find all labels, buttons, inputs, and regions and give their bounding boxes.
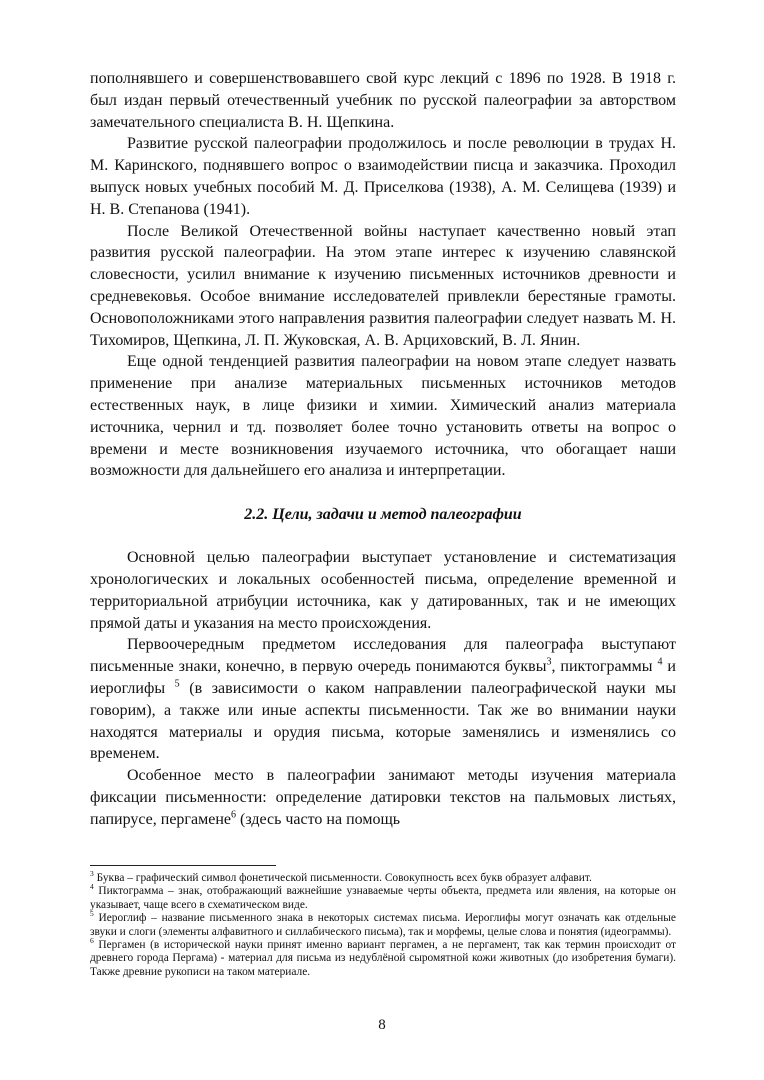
paragraph-7-text-b: (здесь часто на помощь [235, 810, 401, 828]
footnote-5 [90, 909, 676, 939]
footnote-number: 4 [90, 882, 94, 892]
paragraph-6-text-b: , пиктограммы [551, 658, 658, 676]
footnote-6 [90, 936, 676, 979]
paragraph-4: Еще одной тенденцией развития палеографии на новом этапе следует назвать применение при анализе материальных письменных источников методов естественных наук, в лице физики и химии. Химический анализ материала источника, чернил и тд. позволяет более точно установить ответы на вопрос о времени и месте возникновения изучаемого источника, что обогащает наши возможности для дальнейшего его анализа и интерпретации. [90, 353, 676, 480]
paragraph-3: После Великой Отечественной войны наступает качественно новый этап развития русской палеографии. На этом этапе интерес к изучению славянской словесности, усилил внимание к изучению письменных источников древности и средневековья. Особое внимание исследователей привлекли берестяные грамоты. Основоположниками этого направления развития палеографии следует назвать М. Н. Тихомиров, Щепкина, Л. П. Жуковская, А. В. Арциховский, В. Л. Янин. [90, 222, 676, 349]
footnote-text: Буква – графический символ фонетической письменности. Совокупность всех букв образует алфавит. [96, 872, 592, 884]
paragraph-7-text-a: Особенное место в палеографии занимают методы изучения материала фиксации письменности: определение датировки текстов на пальмовых листьях, папирусе, пергамене [90, 767, 676, 828]
paragraph-5: Основной целью палеографии выступает установление и систематизация хронологических и локальных особенностей письма, определение временной и территориальной атрибуции источника, как у датированных, так и не имеющих прямой даты и указания на место происхождения. [90, 549, 676, 632]
section-heading: 2.2. Цели, задачи и метод палеографии [244, 506, 522, 524]
footnote-number: 5 [90, 909, 94, 919]
paragraph-7 [90, 765, 676, 830]
paragraph-6 [90, 634, 676, 765]
page-number: 8 [378, 1017, 386, 1033]
paragraph-6-text-c: и иероглифы [90, 658, 676, 697]
footnote-number: 3 [90, 869, 94, 879]
paragraph-6-text-a: Первоочередным предметом исследования для палеографа выступают письменные знаки, конечно, в первую очередь понимаются буквы [90, 636, 676, 676]
footnote-4 [90, 882, 676, 912]
footnote-number: 6 [90, 936, 94, 946]
footnote-ref-4[interactable]: 4 [657, 656, 663, 668]
page-body [90, 68, 676, 831]
footnote-ref-6[interactable]: 6 [230, 809, 236, 821]
footnote-text: Иероглиф – название письменного знака в некоторых системах письма. Иероглифы могут означать как отдельные звуки и слоги (элементы алфавитного и силлабического письма), так и морфемы, целые слова и понятия (идеограммы). [90, 912, 676, 938]
footnote-text: Пергамен (в исторической науки принят именно вариант пергамен, а не пергамент, так как термин происходит от древнего города Пергама) - материал для письма из недублёной сыромятной кожи животных (до изобретения бумаги). Также древние рукописи на таком материале. [90, 939, 676, 978]
paragraph-6-text-d: (в зависимости о каком направлении палеографической науки мы говорим), а также или иные аспекты письменности. Так же во внимании науки находятся материалы и орудия письма, которые заменялись и изменялись со временем. [90, 679, 676, 763]
footnote-ref-3[interactable]: 3 [546, 656, 552, 668]
footnote-ref-5[interactable]: 5 [174, 678, 180, 690]
footnote-text: Пиктограмма – знак, отображающий важнейшие узнаваемые черты объекта, предмета или явления, на которые он указывает, чаще всего в схематическом виде. [90, 885, 676, 911]
footnotes [90, 869, 676, 979]
footnote-divider [90, 865, 276, 866]
paragraph-1: пополнявшего и совершенствовавшего свой курс лекций с 1896 по 1928. В 1918 г. был издан первый отечественный учебник по русской палеографии за авторством замечательного специалиста В. Н. Щепкина. [90, 70, 676, 131]
paragraph-2: Развитие русской палеографии продолжилось и после революции в трудах Н. М. Каринского, поднявшего вопрос о взаимодействии писца и заказчика. Проходил выпуск новых учебных пособий М. Д. Приселкова (1938), А. М. Селищева (1939) и Н. В. Степанова (1941). [90, 135, 676, 218]
footnote-3 [90, 869, 676, 885]
